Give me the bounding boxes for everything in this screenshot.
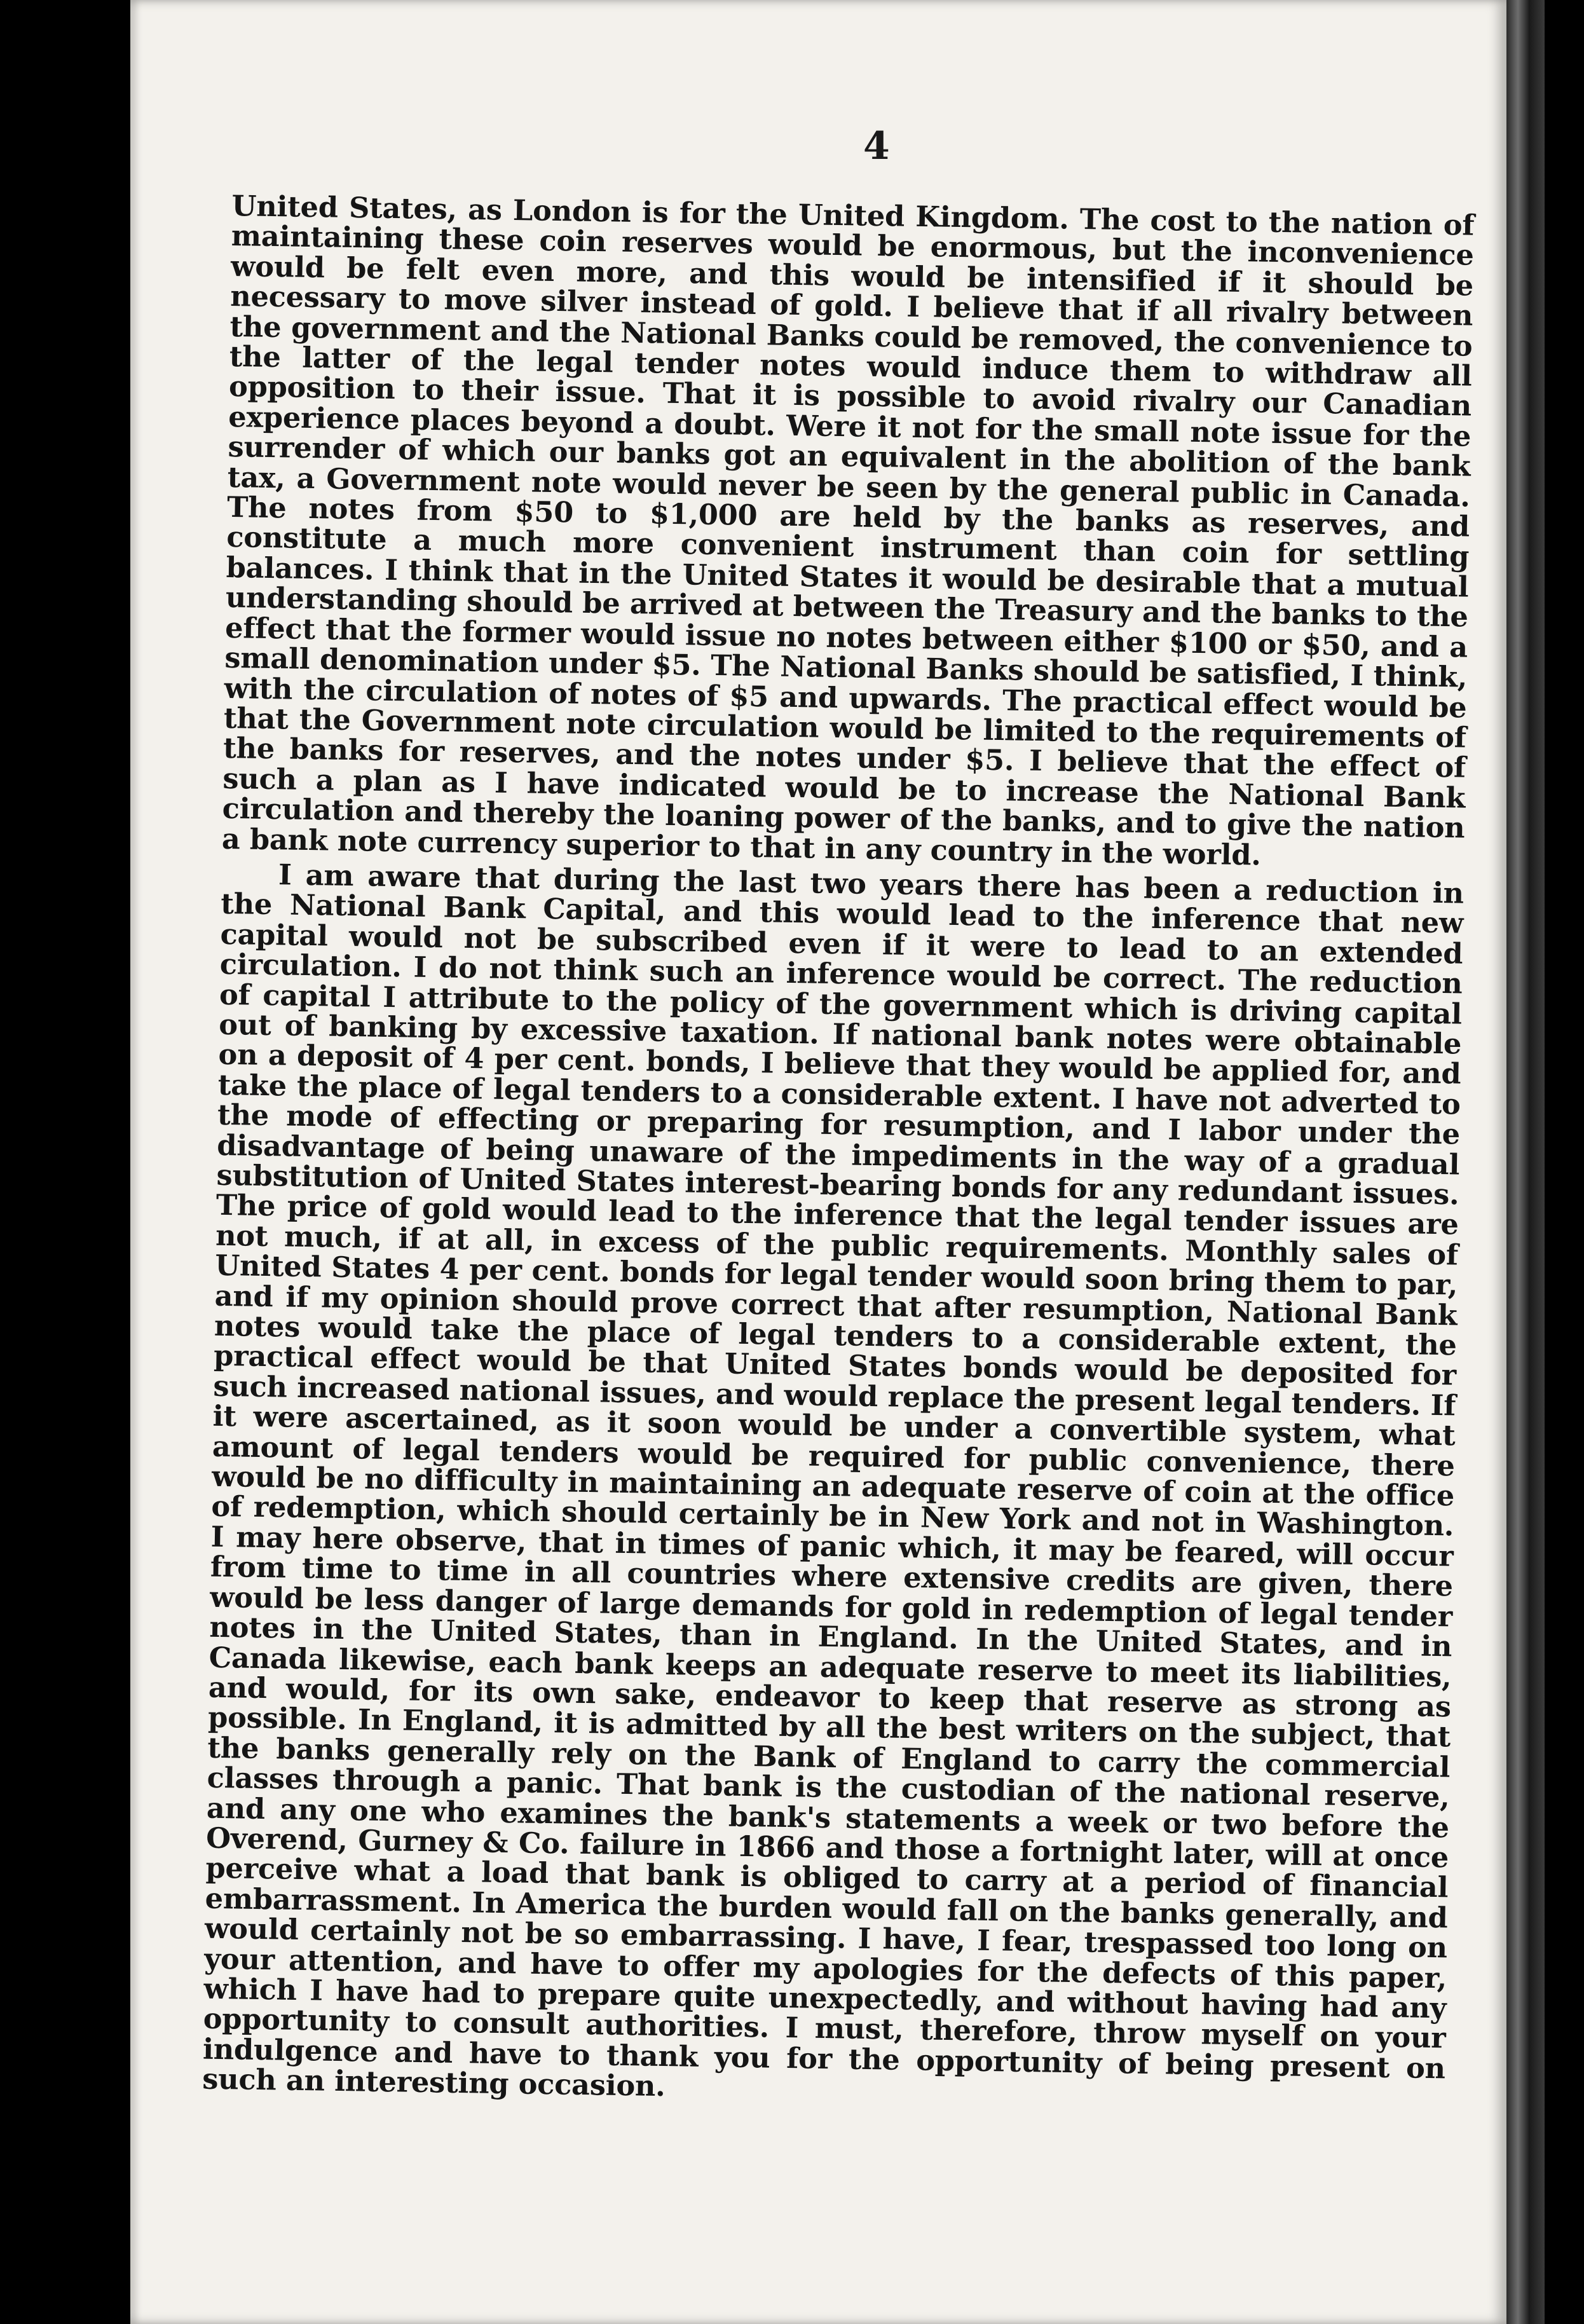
paragraph-1: United States, as London is for the United Kingdom. The cost to the nation of maintaining these coin reserves would be enormous, but the inconvenience would be felt even more, and this would be intensified if it should be necessary to move silver instead of gold. I believe that if all rivalry between the government and the National Banks could be removed, the convenience to the latter of the legal tender notes would induce them to withdraw all opposition to their issue. That it is possible to avoid rivalry our Canadian experience places beyond a doubt. Were it not for the small note issue for the surrender of which our banks got an equivalent in the abolition of the bank tax, a Government note would never be seen by the general public in Canada. The notes from $50 to $1,000 are held by the banks as reserves, and constitute a much more convenient instrument than coin for settling balances. I think that in the United States it would be desirable that a mutual understanding should be arrived at between the Treasury and the banks to the effect that the former would issue no notes between either $100 or $50, and a small denomination under $5. The National Banks should be satisfied, I think, with the circulation of notes of $5 and upwards. The practical effect would be that the Government note circulation would be limited to the requirements of the banks for reserves, and the notes under $5. I believe that the effect of such a plan as I have indicated would be to increase the National Bank circulation and thereby the loaning power of the banks, and to give the nation a bank note currency superior to that in any country in the world. (221, 189, 1475, 872)
body-text (202, 191, 1475, 2114)
page-edge (1506, 0, 1545, 2324)
paragraph-2: I am aware that during the last two years there has been a reduction in the National Bank Capital, and this would lead to the inference that new capital would not be subscribed even if it were to lead to an extended circulation. I do not think such an inference would be correct. The reduction of capital I attribute to the policy of the government which is driving capital out of banking by excessive taxation. If national bank notes were obtainable on a deposit of 4 per cent. bonds, I believe that they would be applied for, and take the place of legal tenders to a considerable extent. I have not adverted to the mode of effecting or preparing for resumption, and I labor under the disadvantage of being unaware of the impediments in the way of a gradual substitution of United States interest-bearing bonds for any redundant issues. The price of gold would lead to the inference that the legal tender issues are not much, if at all, in excess of the public requirements. Monthly sales of United States 4 per cent. bonds for legal tender would soon bring them to par, and if my opinion should prove correct that after resumption, National Bank notes would take the place of legal tenders to a considerable extent, the practical effect would be that United States bonds would be deposited for such increased national issues, and would replace the present legal tenders. If it were ascertained, as it soon would be under a convertible system, what amount of legal tenders would be required for public convenience, there would be no difficulty in maintaining an adequate reserve of coin at the office of redemption, which should certainly be in New York and not in Washington. I may here observe, that in times of panic which, it may be feared, will occur from time to time in all countries where extensive credits are given, there would be less danger of large demands for gold in redemption of legal tender notes in the United States, than in England. In the United States, and in Canada likewise, each bank keeps an adequate reserve to meet its liabilities, and would, for its own sake, endeavor to keep that reserve as strong as possible. In England, it is admitted by all the best writers on the subject, that the banks generally rely on the Bank of England to carry the commercial classes through a panic. That bank is the custodian of the national reserve, and any one who examines the bank's statements a week or two before the Overend, Gurney & Co. failure in 1866 and those a fortnight later, will at once perceive what a load that bank is obliged to carry at a period of financial embarrassment. In America the burden would fall on the banks generally, and would certainly not be so embarrassing. I have, I fear, trespassed too long on your attention, and have to offer my apologies for the defects of this paper, which I have had to prepare quite unexpectedly, and without having had any opportunity to consult authorities. I must, therefore, throw myself on your indulgence and have to thank you for the opportunity of being present on such an interesting occasion. (201, 858, 1465, 2103)
page-number: 4 (863, 124, 890, 168)
